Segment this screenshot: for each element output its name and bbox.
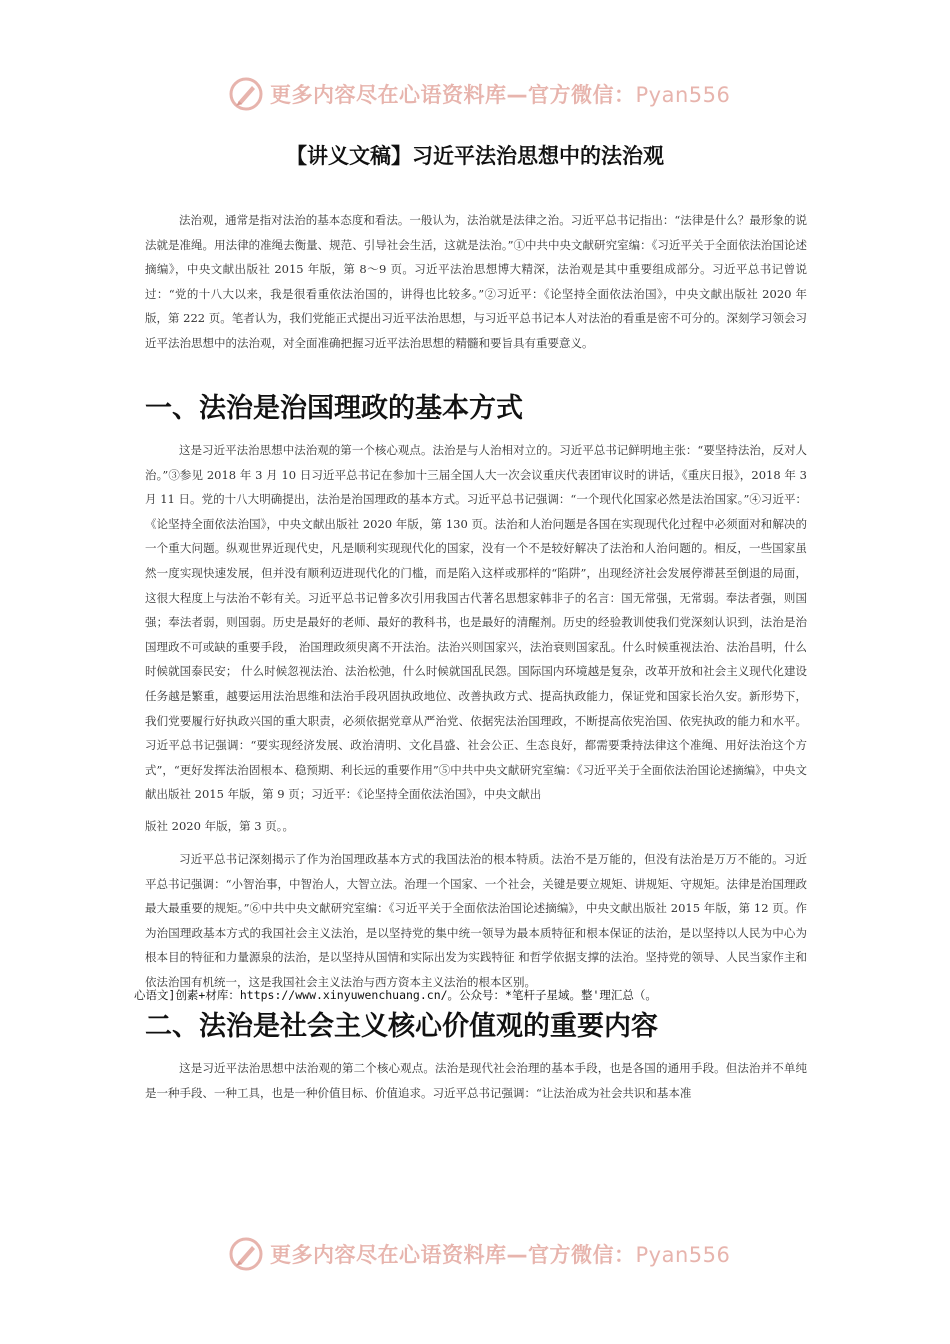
brush-pen-logo-icon xyxy=(228,1236,264,1272)
section-2-paragraph-1: 这是习近平法治思想中法治观的第二个核心观点。法治是现代社会治理的基本手段，也是各国的通用手段。但法治并不单纯是一种手段、一种工具，也是一种价值目标、价值追求。习近平总书记强调：“让法治成为社会共识和基本准 xyxy=(145,1061,807,1100)
section-1-paragraph-1: 这是习近平法治思想中法治观的第一个核心观点。法治是与人治相对立的。习近平总书记鲜明地主张：“要坚持法治，反对人治。”③参见 2018 年 3 月 10 日习近平总书记在参加十三届全国人大一次会议重庆代表团审议时的讲话，《重庆日报》，2018 年 3 月 11 日。党的十八大明确提出，法治是治国理政的基本方式。习近平总书记强调：“一个现代化国家必然是法治国家。”④习近平：《论坚持全面依法治国》，中央文献出版社 2020 年版，第 130 页。法治和人治问题是各国在实现现代化过程中必须面对和解决的一个重大问题。纵观世界近现代史，凡是顺利实现现代化的国家，没有一个不是较好解决了法治和人治问题的。相反，一些国家虽然一度实现快速发展，但并没有顺利迈进现代化的门槛，而是陷入这样或那样的“陷阱”，出现经济社会发展停滞甚至倒退的局面，这很大程度上与法治不彰有关。习近平总书记曾多次引用我国古代著名思想家韩非子的名言：国无常强，无常弱。奉法者强，则国强；奉法者弱，则国弱。历史是最好的老师、最好的教科书，也是最好的清醒剂。历史的经验教训使我们党深刻认识到，法治是治国理政不可或缺的重要手段， 治国理政须臾离不开法治。法治兴则国家兴，法治衰则国家乱。什么时候重视法治、法治昌明，什么时候就国泰民安； 什么时候忽视法治、法治松弛，什么时候就国乱民怨。国际国内环境越是复杂，改革开放和社会主义现代化建设任务越是繁重，越要运用法治思维和法治手段巩固执政地位、改善执政方式、提高执政能力，保证党和国家长治久安。新形势下，我们党要履行好执政兴国的重大职责，必须依据党章从严治党、依据宪法治国理政，不断提高依宪治国、依宪执政的能力和水平。习近平总书记强调：“要实现经济发展、政治清明、文化昌盛、社会公正、生态良好，都需要秉持法律这个准绳、用好法治这个方式”，“更好发挥法治固根本、稳预期、利长远的重要作用”⑤中共中央文献研究室编：《习近平关于全面依法治国论述摘编》，中央文献出版社 2015 年版，第 9 页；习近平：《论坚持全面依法治国》，中央文献出 xyxy=(145,443,807,802)
document-title: 【讲义文稿】习近平法治思想中的法治观 xyxy=(286,144,664,168)
intro-paragraph: 法治观，通常是指对法治的基本态度和看法。一般认为，法治就是法律之治。习近平总书记指出：“法律是什么？最形象的说法就是准绳。用法律的准绳去衡量、规范、引导社会生活，这就是法治。”①中共中央文献研究室编：《习近平关于全面依法治国论述摘编》，中央文献出版社 2015 年版，第 8～9 页。习近平法治思想博大精深，法治观是其中重要组成部分。习近平总书记曾说过：“党的十八大以来，我是很看重依法治国的，讲得也比较多。”②习近平：《论坚持全面依法治国》，中央文献出版社 2020 年版，第 222 页。笔者认为，我们党能正式提出习近平法治思想，与习近平总书记本人对法治的看重是密不可分的。深刻学习领会习近平法治思想中的法治观，对全面准确把握习近平法治思想的精髓和要旨具有重要意义。 xyxy=(145,213,807,350)
footer-banner xyxy=(0,1234,950,1274)
banner-text: 更多内容尽在心语资料库—官方微信：Pyan556 xyxy=(270,83,731,107)
brush-pen-logo-icon xyxy=(228,76,264,112)
section-2-heading: 二、法治是社会主义核心价值观的重要内容 xyxy=(145,1011,658,1042)
section-1-heading: 一、法治是治国理政的基本方式 xyxy=(145,393,523,424)
banner-text: 更多内容尽在心语资料库—官方微信：Pyan556 xyxy=(270,1243,731,1267)
source-watermark-line: 心语文]创素+材库：https://www.xinyuwenchuang.cn/。公众号：*笔杆子星域。整'理汇总（。 xyxy=(134,988,657,1002)
section-1-paragraph-1-tail: 版社 2020 年版，第 3 页。。 xyxy=(145,819,294,833)
section-1-paragraph-2: 习近平总书记深刻揭示了作为治国理政基本方式的我国法治的根本特质。法治不是万能的，但没有法治是万万不能的。习近平总书记强调：“小智治事，中智治人，大智立法。治理一个国家、一个社会，关键是要立规矩、讲规矩、守规矩。法律是治国理政最大最重要的规矩。”⑥中共中央文献研究室编：《习近平关于全面依法治国论述摘编》，中央文献出版社 2015 年版，第 12 页。作为治国理政基本方式的我国社会主义法治，是以坚持党的集中统一领导为最本质特征和根本保证的法治，是以坚持以人民为中心为根本目的特征和力量源泉的法治，是以坚持从国情和实际出发为实践特征 和哲学依据支撑的法治。坚持党的领导、人民当家作主和依法治国有机统一，这是我国社会主义法治与西方资本主义法治的根本区别。 xyxy=(145,852,807,989)
header-banner xyxy=(0,74,950,114)
